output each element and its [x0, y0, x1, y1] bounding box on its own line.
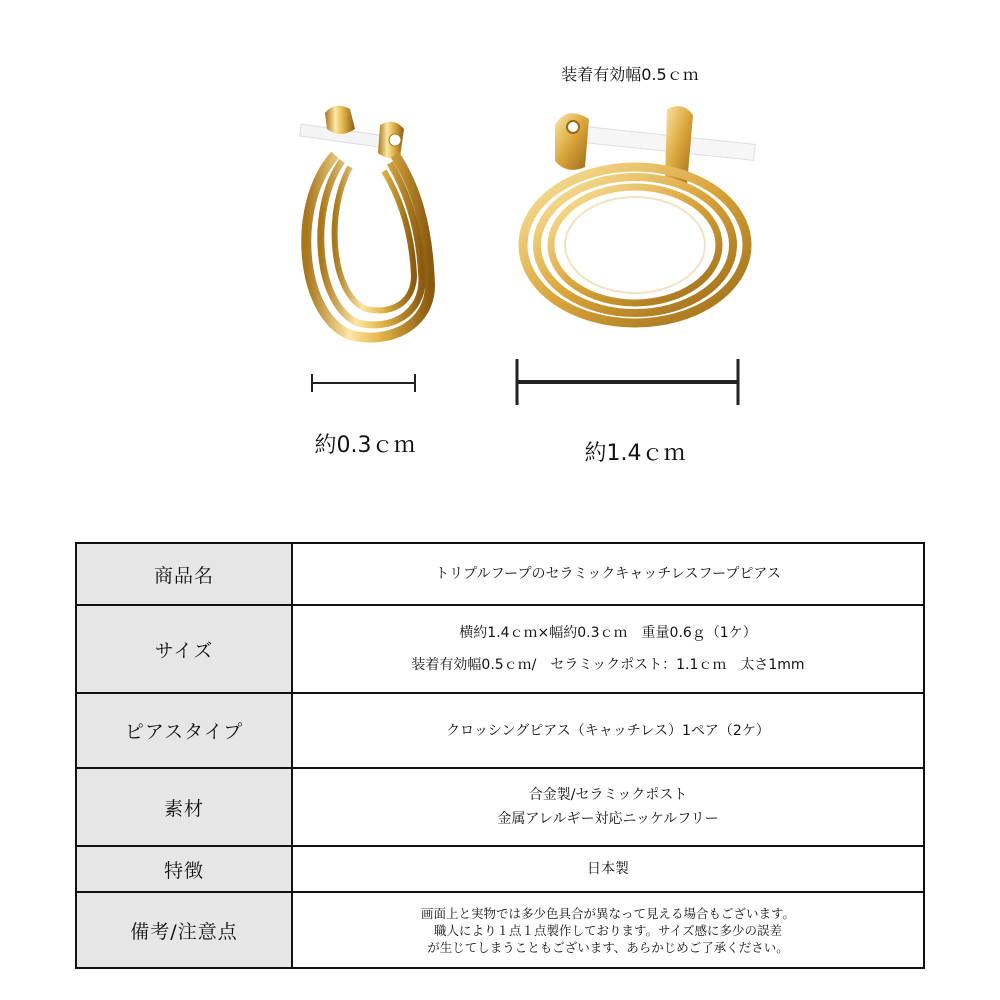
spec-key-feature: 特徴 [76, 846, 292, 892]
spec-row-notes [76, 892, 924, 968]
spec-row-feature [76, 846, 924, 892]
spec-value-line: トリプルフープのセラミックキャッチレスフープピアス [435, 566, 781, 582]
spec-row-pierce-type [76, 693, 924, 768]
spec-value-line: クロッシングピアス（キャッチレス）1ペア（2ケ） [446, 722, 770, 739]
spec-table [75, 542, 925, 969]
spec-value-material [292, 768, 924, 846]
spec-key-notes: 備考/注意点 [76, 892, 292, 968]
spec-value-line: が生じてしまうこともございます、あらかじめご了承ください。 [427, 939, 789, 955]
earring-side-view-image [280, 95, 460, 355]
spec-value-size [292, 605, 924, 693]
spec-value-line: 職人により１点１点製作しております。サイズ感に多少の誤差 [433, 922, 782, 938]
spec-value-product-name [292, 543, 924, 605]
spec-value-line: 金属アレルギー対応ニッケルフリー [497, 811, 719, 827]
spec-value-line: 装着有効幅0.5ｃｍ/ セラミックポスト：1.1ｃｍ 太さ1mm [411, 657, 805, 673]
spec-value-pierce-type [292, 693, 924, 768]
spec-value-line: 日本製 [587, 861, 629, 877]
dimension-large-label: 約1.4ｃｍ [584, 441, 686, 466]
spec-value-line: 合金製/セラミックポスト [528, 787, 688, 803]
spec-row-product-name [76, 543, 924, 605]
spec-row-size [76, 605, 924, 693]
spec-value-feature [292, 846, 924, 892]
effective-width-label: 装着有効幅0.5ｃｍ [561, 65, 699, 84]
spec-key-product-name: 商品名 [76, 543, 292, 605]
earring-front-view-image [515, 95, 765, 335]
dimension-bar-small [305, 368, 425, 398]
spec-key-material: 素材 [76, 768, 292, 846]
spec-key-pierce-type: ピアスタイプ [76, 693, 292, 768]
dimension-bar-large [510, 355, 750, 410]
dimension-small-label: 約0.3ｃｍ [314, 433, 416, 458]
spec-value-line: 横約1.4ｃｍ×幅約0.3ｃｍ 重量0.6ｇ（1ケ） [459, 625, 757, 641]
spec-value-notes [292, 892, 924, 968]
spec-row-material [76, 768, 924, 846]
spec-key-size: サイズ [76, 605, 292, 693]
spec-value-line: 画面上と実物では多少色具合が異なって見える場合もございます。 [420, 905, 795, 921]
